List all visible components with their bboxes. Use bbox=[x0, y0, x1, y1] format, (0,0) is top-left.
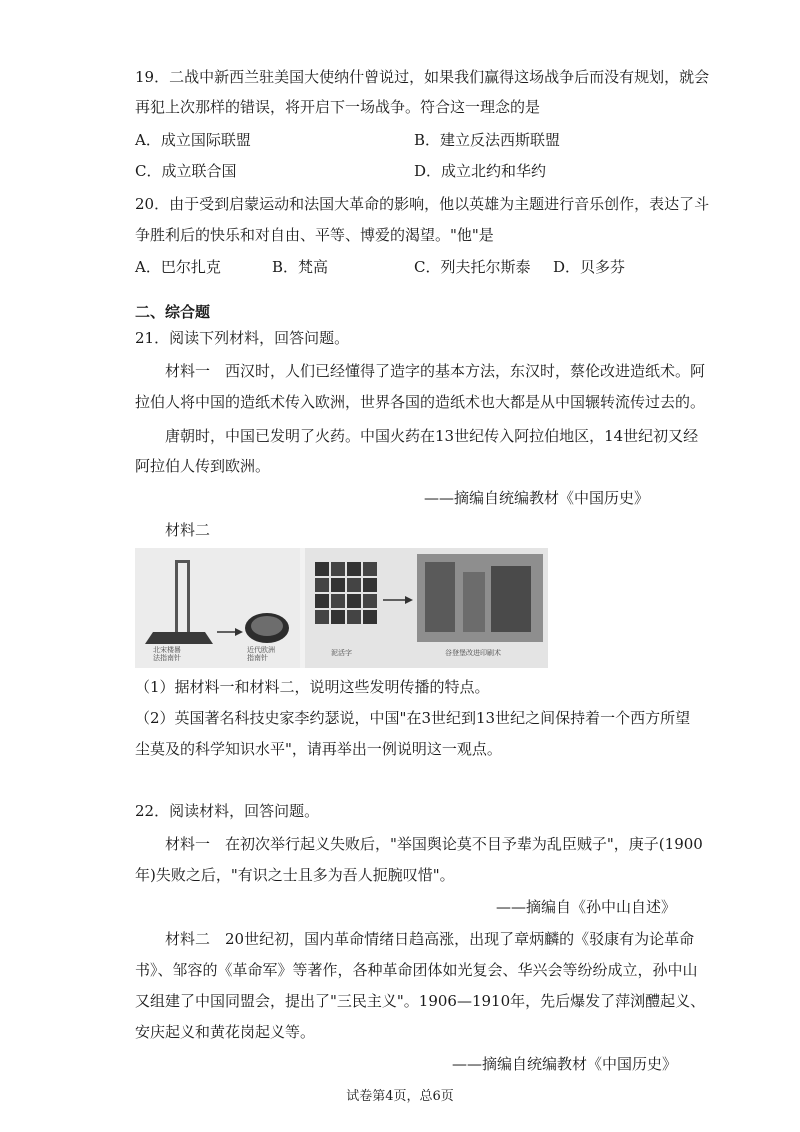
q22-material1-source: ——摘编自《孙中山自述》 bbox=[496, 898, 677, 916]
arrow-head bbox=[405, 596, 413, 604]
q20-stem-line1: 20．由于受到启蒙运动和法国大革命的影响，他以英雄为主题进行音乐创作，表达了斗 bbox=[135, 195, 710, 213]
caption-clay-type: 泥活字 bbox=[331, 649, 352, 657]
q20-option-b: B．梵高 bbox=[272, 258, 329, 276]
q21-material2-label: 材料二 bbox=[165, 521, 211, 539]
caption-song-compass: 北宋楼晷 法指南针 bbox=[153, 646, 181, 662]
q22-material2-line2: 书》、邹容的《革命军》等著作，各种革命团体如光复会、华兴会等纷纷成立，孙中山 bbox=[135, 961, 698, 979]
q20-option-a: A．巴尔扎克 bbox=[135, 258, 221, 276]
q21-intro: 21．阅读下列材料，回答问题。 bbox=[135, 329, 350, 347]
q21-material1-line2: 拉伯人将中国的造纸术传入欧洲，世界各国的造纸术也大都是从中国辗转流传过去的。 bbox=[135, 393, 706, 411]
section-title: 二、综合题 bbox=[135, 303, 211, 321]
q22-material1-line1: 材料一 在初次举行起义失败后，"举国舆论莫不目予辈为乱臣贼子"，庚子(1900 bbox=[165, 835, 703, 853]
q20-stem-line2: 争胜利后的快乐和对自由、平等、博爱的渴望。"他"是 bbox=[135, 226, 494, 244]
compass-stand-pole bbox=[187, 562, 190, 632]
european-compass-face bbox=[251, 616, 283, 636]
caption-gutenberg: 谷登堡改进印刷术 bbox=[445, 649, 501, 657]
page-footer: 试卷第4页，总6页 bbox=[346, 1089, 454, 1104]
inventions-figure bbox=[135, 548, 548, 668]
compass-stand-base bbox=[145, 632, 213, 644]
press-figure bbox=[425, 562, 455, 632]
movable-type-blocks bbox=[315, 562, 377, 624]
q21-material1-line3: 唐朝时，中国已发明了火药。中国火药在13世纪传入阿拉伯地区，14世纪初又经 bbox=[165, 427, 699, 445]
q22-material2-line3: 又组建了中国同盟会，提出了"三民主义"。1906—1910年，先后爆发了萍浏醴起义、 bbox=[135, 992, 706, 1010]
q22-material2-source: ——摘编自统编教材《中国历史》 bbox=[452, 1055, 678, 1073]
q21-material1-line4: 阿拉伯人传到欧洲。 bbox=[135, 457, 271, 475]
q19-option-d: D．成立北约和华约 bbox=[414, 162, 547, 180]
press-figure bbox=[463, 572, 485, 632]
q21-material1-line1: 材料一 西汉时，人们已经懂得了造字的基本方法，东汉时，蔡伦改进造纸术。阿 bbox=[165, 362, 706, 380]
q22-material2-line4: 安庆起义和黄花岗起义等。 bbox=[135, 1023, 316, 1041]
q20-option-d: D．贝多芬 bbox=[553, 258, 626, 276]
q21-subquestion-2-line1: （2）英国著名科技史家李约瑟说，中国"在3世纪到13世纪之间保持着一个西方所望 bbox=[135, 709, 691, 727]
arrow-head bbox=[235, 628, 243, 636]
caption-european-compass: 近代欧洲 指南针 bbox=[247, 646, 275, 662]
printing-panel bbox=[305, 548, 548, 668]
q19-option-b: B．建立反法西斯联盟 bbox=[414, 131, 561, 149]
q22-intro: 22．阅读材料，回答问题。 bbox=[135, 802, 320, 820]
compass-stand-pole bbox=[175, 562, 178, 632]
compass-panel bbox=[135, 548, 300, 668]
q21-subquestion-1: （1）据材料一和材料二，说明这些发明传播的特点。 bbox=[135, 678, 490, 696]
press-machine bbox=[491, 566, 531, 632]
q19-stem-line1: 19．二战中新西兰驻美国大使纳什曾说过，如果我们赢得这场战争后而没有规划，就会 bbox=[135, 68, 710, 86]
compass-stand-top bbox=[175, 560, 190, 563]
q19-stem-line2: 再犯上次那样的错误，将开启下一场战争。符合这一理念的是 bbox=[135, 98, 541, 116]
q21-subquestion-2-line2: 尘莫及的科学知识水平"，请再举出一例说明这一观点。 bbox=[135, 740, 502, 758]
q21-material1-source: ——摘编自统编教材《中国历史》 bbox=[424, 489, 650, 507]
q19-option-a: A．成立国际联盟 bbox=[135, 131, 251, 149]
q22-material2-line1: 材料二 20世纪初，国内革命情绪日趋高涨，出现了章炳麟的《驳康有为论革命 bbox=[165, 930, 695, 948]
q20-option-c: C．列夫托尔斯泰 bbox=[414, 258, 531, 276]
q22-material1-line2: 年)失败之后，"有识之士且多为吾人扼腕叹惜"。 bbox=[135, 866, 455, 884]
q19-option-c: C．成立联合国 bbox=[135, 162, 237, 180]
